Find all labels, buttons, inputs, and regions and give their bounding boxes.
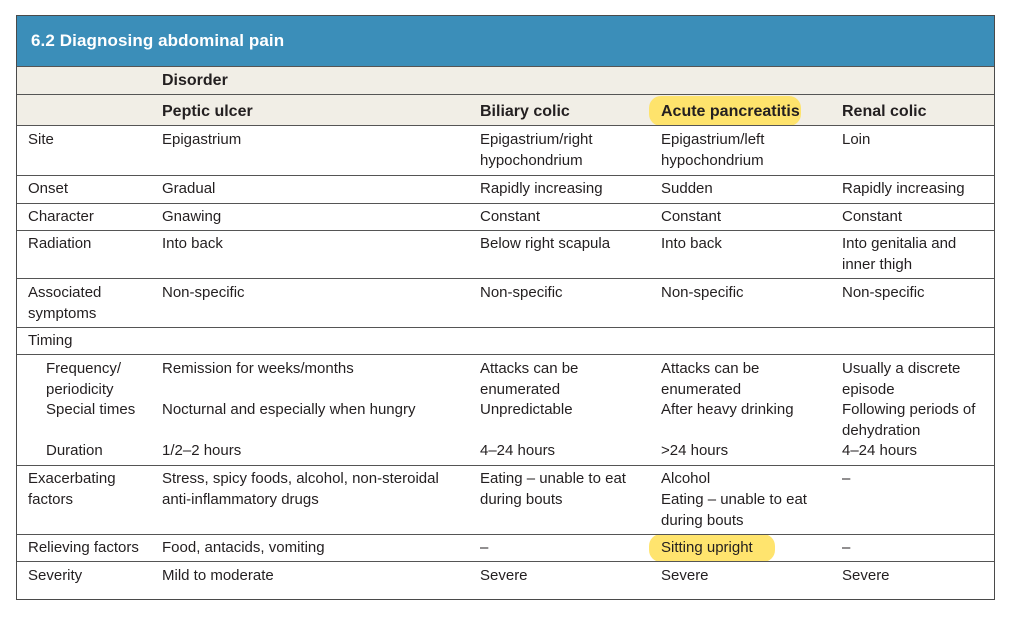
- cell-frequency-pancreatitis: Attacks can be enumerated: [661, 360, 760, 398]
- cell-relieving-pancreatitis: Sitting upright: [661, 539, 753, 556]
- table-frame: [16, 15, 995, 600]
- cell-radiation-biliary: Below right scapula: [480, 235, 611, 252]
- rule-under-onset: [17, 203, 994, 204]
- cell-exacerbating-peptic: Stress, spicy foods, alcohol, non-steroidal anti-inflammatory drugs: [162, 470, 439, 508]
- table-title: 6.2 Diagnosing abdominal pain: [17, 16, 994, 66]
- rule-under-header: [17, 125, 994, 126]
- cell-duration-renal: 4–24 hours: [842, 442, 918, 459]
- cell-relieving-renal: –: [842, 539, 851, 556]
- cell-onset-biliary: Rapidly increasing: [480, 180, 603, 197]
- cell-character-peptic: Gnawing: [162, 208, 222, 225]
- rule-under-site: [17, 175, 994, 176]
- row-label-radiation: Radiation: [28, 235, 92, 252]
- cell-associated-biliary: Non-specific: [480, 284, 563, 301]
- row-label-timing: Timing: [28, 332, 73, 349]
- row-label-exacerbating: Exacerbating factors: [28, 470, 116, 508]
- cell-associated-peptic: Non-specific: [162, 284, 245, 301]
- col-header-acute-pancreatitis: Acute pancreatitis: [661, 103, 800, 120]
- cell-onset-pancreatitis: Sudden: [661, 180, 713, 197]
- cell-exacerbating-pancreatitis: Alcohol: [661, 470, 711, 487]
- cell-exacerbating-pancreatitis-extra: Eating – unable to eat during bouts: [661, 491, 807, 529]
- rule-under-title: [17, 66, 994, 67]
- rule-under-character: [17, 230, 994, 231]
- cell-associated-pancreatitis: Non-specific: [661, 284, 744, 301]
- cell-severity-peptic: Mild to moderate: [162, 567, 274, 584]
- col-header-biliary-colic: Biliary colic: [480, 103, 570, 120]
- row-label-relieving: Relieving factors: [28, 539, 139, 556]
- cell-site-biliary: Epigastrium/right hypochondrium: [480, 131, 593, 169]
- cell-special-peptic: Nocturnal and especially when hungry: [162, 401, 416, 418]
- row-label-special-times: Special times: [46, 401, 136, 418]
- col-header-peptic-ulcer: Peptic ulcer: [162, 103, 253, 120]
- row-label-site: Site: [28, 131, 54, 148]
- rule-under-disorder: [17, 94, 994, 95]
- row-label-duration: Duration: [46, 442, 103, 459]
- cell-special-biliary: Unpredictable: [480, 401, 573, 418]
- cell-special-renal: Following periods of dehydration: [842, 401, 976, 439]
- cell-site-pancreatitis: Epigastrium/left hypochondrium: [661, 131, 765, 169]
- cell-severity-pancreatitis: Severe: [661, 567, 709, 584]
- cell-character-pancreatitis: Constant: [661, 208, 722, 225]
- cell-exacerbating-renal: –: [842, 470, 851, 487]
- cell-exacerbating-biliary: Eating – unable to eat during bouts: [480, 470, 626, 508]
- cell-frequency-renal: Usually a discrete episode: [842, 360, 961, 398]
- cell-relieving-peptic: Food, antacids, vomiting: [162, 539, 325, 556]
- cell-onset-peptic: Gradual: [162, 180, 216, 197]
- row-label-character: Character: [28, 208, 94, 225]
- cell-character-renal: Constant: [842, 208, 903, 225]
- cell-severity-biliary: Severe: [480, 567, 528, 584]
- cell-duration-peptic: 1/2–2 hours: [162, 442, 242, 459]
- rule-under-associated: [17, 327, 994, 328]
- cell-associated-renal: Non-specific: [842, 284, 925, 301]
- rule-under-relieving: [17, 561, 994, 562]
- rule-under-radiation: [17, 278, 994, 279]
- cell-frequency-biliary: Attacks can be enumerated: [480, 360, 579, 398]
- row-label-severity: Severity: [28, 567, 83, 584]
- cell-site-renal: Loin: [842, 131, 871, 148]
- cell-character-biliary: Constant: [480, 208, 541, 225]
- cell-radiation-peptic: Into back: [162, 235, 223, 252]
- row-label-associated-symptoms: Associated symptoms: [28, 284, 102, 322]
- cell-radiation-pancreatitis: Into back: [661, 235, 722, 252]
- row-label-onset: Onset: [28, 180, 69, 197]
- rule-under-exacerbating: [17, 534, 994, 535]
- cell-relieving-biliary: –: [480, 539, 489, 556]
- col-header-renal-colic: Renal colic: [842, 103, 927, 120]
- cell-radiation-renal: Into genitalia and inner thigh: [842, 235, 957, 273]
- cell-frequency-peptic: Remission for weeks/months: [162, 360, 354, 377]
- cell-onset-renal: Rapidly increasing: [842, 180, 965, 197]
- cell-site-peptic: Epigastrium: [162, 131, 242, 148]
- cell-severity-renal: Severe: [842, 567, 890, 584]
- row-label-frequency: Frequency/ periodicity: [46, 360, 122, 398]
- cell-duration-pancreatitis: >24 hours: [661, 442, 729, 459]
- cell-special-pancreatitis: After heavy drinking: [661, 401, 794, 418]
- rule-under-timing: [17, 354, 994, 355]
- rule-under-duration: [17, 465, 994, 466]
- disorder-group-header: Disorder: [162, 72, 228, 89]
- cell-duration-biliary: 4–24 hours: [480, 442, 556, 459]
